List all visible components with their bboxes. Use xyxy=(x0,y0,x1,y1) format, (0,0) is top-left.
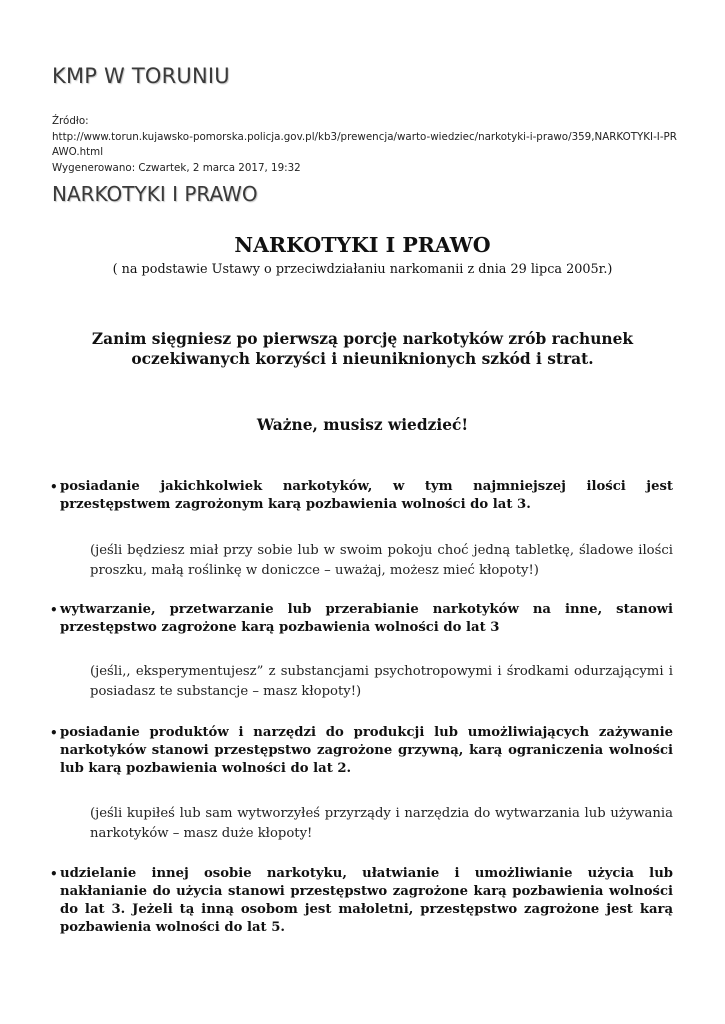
list-item xyxy=(50,865,673,937)
list-item-note: (jeśli kupiłeś lub sam wytworzyłeś przyrządy i narzędzia do wytwarzania lub używania narkotyków – masz duże kłopoty! xyxy=(90,806,673,841)
site-title: KMP W TORUNIU xyxy=(52,64,230,88)
bullet-icon: • xyxy=(50,480,58,494)
generated-date: Wygenerowano: Czwartek, 2 marca 2017, 19:32 xyxy=(52,161,301,174)
bullet-icon: • xyxy=(50,867,58,881)
list-item xyxy=(50,724,673,778)
important-heading: Ważne, musisz wiedzieć! xyxy=(256,416,469,434)
bullet-icon: • xyxy=(50,726,58,740)
source-info xyxy=(52,114,677,176)
source-label: Źródło: xyxy=(52,115,89,127)
document-title: NARKOTYKI I PRAWO xyxy=(234,233,491,257)
bullet-icon: • xyxy=(50,603,58,617)
list-item-text: posiadanie jakichkolwiek narkotyków, w tym najmniejszej ilości jest przestępstwem zagrożonym karą pozbawienia wolności do lat 3. xyxy=(60,479,673,512)
list-item-text: udzielanie innej osobie narkotyku, ułatwianie i umożliwianie użycia lub nakłanianie do użycia stanowi przestępstwo zagrożone karą pozbawienia wolności do lat 3. Jeżeli tą inną osobom jest małoletni, przestępstwo zagrożone jest karą pozbawienia wolności do lat 5. xyxy=(60,866,673,935)
document-subtitle: ( na podstawie Ustawy o przeciwdziałaniu narkomanii z dnia 29 lipca 2005r.) xyxy=(112,262,613,277)
source-url: http://www.torun.kujawsko-pomorska.policja.gov.pl/kb3/prewencja/warto-wiedziec/narkotyki-i-prawo/359,NARKOTYKI-I-PRAWO.html xyxy=(52,130,677,158)
list-item-text: wytwarzanie, przetwarzanie lub przerabianie narkotyków na inne, stanowi przestępstwo zagrożone karą pozbawienia wolności do lat 3 xyxy=(60,602,673,635)
list-item-note: (jeśli będziesz miał przy sobie lub w swoim pokoju choć jedną tabletkę, śladowe ilości proszku, małą roślinkę w doniczce – uważaj, możesz mieć kłopoty!) xyxy=(90,543,673,578)
intro-paragraph: Zanim sięgniesz po pierwszą porcję narkotyków zrób rachunek oczekiwanych korzyści i nieuniknionych szkód i strat. xyxy=(91,330,634,368)
list-item-note: (jeśli,, eksperymentujesz” z substancjami psychotropowymi i środkami odurzającymi i posiadasz te substancje – masz kłopoty!) xyxy=(90,664,673,699)
list-item xyxy=(50,478,673,514)
list-item-text: posiadanie produktów i narzędzi do produkcji lub umożliwiających zażywanie narkotyków stanowi przestępstwo zagrożone grzywną, karą ograniczenia wolności lub karą pozbawienia wolności do lat 2. xyxy=(60,725,673,776)
section-title: NARKOTYKI I PRAWO xyxy=(52,182,258,206)
list-item xyxy=(50,601,673,637)
